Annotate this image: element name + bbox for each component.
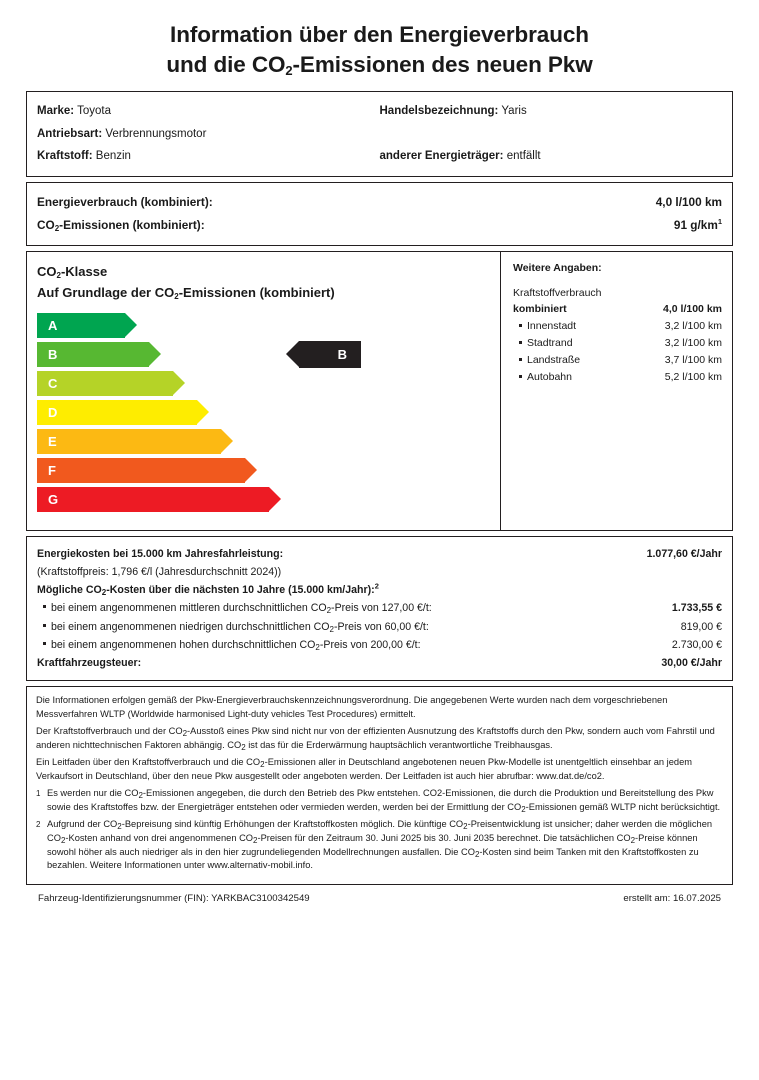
bullet-icon — [519, 375, 522, 378]
ident-row-fuel — [37, 145, 722, 167]
vehicle-identification-box — [26, 91, 733, 176]
co2-scenario-row-high — [37, 636, 722, 654]
model-field — [380, 100, 723, 122]
fuel-detail-row-suburban — [513, 335, 722, 352]
fuel-detail-row-motorway — [513, 369, 722, 386]
co2-scenario-row-low — [37, 618, 722, 636]
legal-paragraph-1: Die Informationen erfolgen gemäß der Pkw-Energieverbrauchskennzeichnungsverordnung. Die angegebenen Werte wurden nach dem vorgeschriebenen Messverfahren WLTP (Worldwide harmonised Light-duty vehicles Test Procedures) ermittelt. — [36, 695, 668, 720]
model-label: Handelsbezeichnung: — [379, 105, 499, 118]
model-value: Yaris — [501, 105, 527, 118]
class-bar-label-d: D — [48, 404, 58, 420]
legal-footnote-2-text: Aufgrund der $CO_2$-Bepreisung sind künftig Erhöhungen der Kraftstoffkosten möglich. Die künftige $CO_2$-Preisentwicklung ist unsicher; daher werden die möglichen $CO_2$-Kosten anhand von drei angenommenen $CO_2$-Preisen für den Zeitraum 30. Juni 2025 bis 30. Juni 2035 berechnet. Die tatsächlichen $CO_2$-Preise können sowohl höher als auch niedriger als in den hier zugrundeliegenden Modellrechnungen ausfallen. Die $CO_2$-Kosten sind beim Tanken mit den Kraftstoffkosten zu bezahlen. Weitere Informationen unter www.alternativ-mobil.info. — [47, 818, 713, 871]
fuel-detail-label-city: Innenstadt — [527, 319, 577, 332]
energy-cost-row — [37, 545, 722, 563]
vehicle-tax-row — [37, 654, 722, 672]
further-details-panel — [500, 252, 732, 530]
fuel-consumption-section-label: Kraftstoffverbrauch — [513, 286, 602, 299]
vehicle-tax-label: Kraftfahrzeugsteuer: — [37, 656, 142, 669]
document-footer — [26, 885, 733, 908]
selected-class-arrow — [299, 341, 361, 368]
possible-co2-costs-label: Mögliche $CO_2$-Kosten über die nächsten 10 Jahre (15.000 km/Jahr):$^2$ — [37, 581, 379, 598]
class-bar-row-g — [37, 487, 490, 512]
fuel-detail-value-city: 3,2 l/100 km — [664, 319, 722, 332]
energy-cost-label: Energiekosten bei 15.000 km Jahresfahrleistung: — [37, 547, 284, 560]
vin-field — [38, 893, 310, 904]
bullet-icon — [43, 624, 46, 627]
class-bar-row-e — [37, 429, 490, 454]
co2-scenario-row-medium — [37, 599, 722, 617]
costs-box — [26, 536, 733, 682]
energy-consumption-label: Energieverbrauch (kombiniert): — [37, 194, 213, 209]
class-bar-label-a: A — [48, 317, 58, 333]
drive-field — [37, 123, 380, 145]
co2-scenario-label-medium: bei einem angenommenen mittleren durchschnittlichen $CO_2$-Preis von 127,00 €/t: — [51, 602, 432, 616]
co2-scenario-value-high: 2.730,00 € — [671, 638, 722, 651]
co2-class-heading: $CO_2$-Klasse — [37, 263, 108, 280]
co2-scenario-value-low: 819,00 € — [680, 620, 722, 633]
legal-paragraph-2: Der Kraftstoffverbrauch und der $CO_2$-Ausstoß eines Pkw sind nicht nur von der effizienten Ausnutzung des Kraftstoffs durch den Pkw, sondern auch vom Fahrstil und anderen nichttechnischen Faktoren abhängig. $CO_2$ ist das für die Erderwärmung hauptsächlich verantwortliche Treibhausgas. — [36, 726, 715, 752]
fuel-combined-row — [513, 301, 722, 318]
class-bar-label-e: E — [48, 433, 57, 449]
co2-emissions-label: $CO_2$-Emissionen (kombiniert): — [37, 217, 205, 233]
further-details-title: Weitere Angaben: — [513, 261, 602, 274]
co2-scenario-label-high: bei einem angenommenen hohen durchschnittlichen $CO_2$-Preis von 200,00 €/t: — [51, 638, 421, 652]
fuel-detail-value-suburban: 3,2 l/100 km — [664, 336, 722, 349]
fuel-detail-label-motorway: Autobahn — [527, 370, 572, 383]
co2-emissions-value: 91 $g/km^1$ — [673, 216, 722, 232]
class-bar-f — [37, 458, 245, 483]
vin-value: YARKBAC3100342549 — [211, 893, 310, 905]
fuel-detail-row-rural — [513, 352, 722, 369]
legal-footnote-2 — [36, 818, 723, 874]
ident-row-brand — [37, 100, 722, 122]
bullet-icon — [519, 341, 522, 344]
consumption-box — [26, 182, 733, 246]
fuel-detail-label-suburban: Stadtrand — [527, 336, 573, 349]
fuel-label: Kraftstoff: — [37, 150, 93, 163]
energy-consumption-row — [37, 191, 722, 214]
class-bar-label-f: F — [48, 462, 56, 478]
class-bar-row-c — [37, 371, 490, 396]
co2-emissions-row — [37, 214, 722, 237]
class-bar-label-g: G — [48, 491, 59, 507]
bullet-icon — [519, 358, 522, 361]
possible-co2-costs-row — [37, 581, 722, 599]
created-field — [623, 893, 721, 904]
fuel-detail-value-motorway: 5,2 l/100 km — [664, 370, 722, 383]
created-label: erstellt am: — [623, 893, 671, 905]
class-bar-row-d — [37, 400, 490, 425]
legal-footnote-1-number: 1 — [36, 788, 41, 798]
bullet-icon — [43, 605, 46, 608]
bullet-icon — [519, 324, 522, 327]
legal-notes-box — [26, 686, 733, 885]
legal-footnote-1-text: Es werden nur die $CO_2$-Emissionen angegeben, die durch den Betrieb des Pkw entstehen. CO2-Emissionen, die durch die Produktion und Bereitstellung des Pkw sowie des Kraftstoffes bzw. der Energieträger entstehen oder vermieden werden, werden bei der Ermittlung der $CO_2$-Emissionen gemäß WLTP nicht berücksichtigt. — [47, 787, 721, 814]
drive-label: Antriebsart: — [37, 127, 103, 140]
other-energy-value: entfällt — [506, 150, 541, 163]
class-bar-e — [37, 429, 221, 454]
footnote-marker-1: 1 — [717, 216, 722, 226]
fuel-detail-label-rural: Landstraße — [527, 353, 581, 366]
class-bar-label-c: C — [48, 375, 58, 391]
fuel-combined-label: kombiniert — [513, 302, 567, 315]
fuel-detail-row-city — [513, 318, 722, 335]
fuel-detail-value-rural: 3,7 l/100 km — [664, 353, 722, 366]
selected-class-label: B — [337, 346, 347, 362]
created-value: 16.07.2025 — [672, 893, 721, 905]
class-bar-d — [37, 400, 197, 425]
vin-label: Fahrzeug-Identifizierungsnummer (FIN): — [38, 893, 209, 905]
page-title-line2: und die $CO_2$-Emissionen des neuen Pkw — [166, 51, 593, 78]
energy-cost-value: 1.077,60 €/Jahr — [646, 547, 722, 560]
co2-scenario-value-medium: 1.733,55 € — [671, 602, 722, 615]
energy-consumption-value: 4,0 l/100 km — [655, 194, 722, 209]
co2-class-scale-panel — [27, 252, 500, 530]
co2-class-bars — [37, 313, 490, 512]
fuel-field — [37, 145, 380, 167]
co2-subscript: 2 — [285, 62, 293, 78]
brand-value: Toyota — [77, 105, 111, 118]
footnote-marker-2: 2 — [374, 581, 379, 591]
co2-class-box — [26, 251, 733, 531]
brand-label: Marke: — [37, 105, 75, 118]
ident-row-drive — [37, 123, 722, 145]
class-bar-c — [37, 371, 173, 396]
selected-class-marker — [299, 341, 361, 368]
co2-scenario-label-low: bei einem angenommenen niedrigen durchschnittlichen $CO_2$-Preis von 60,00 €/t: — [51, 620, 429, 634]
fuel-combined-value: 4,0 l/100 km — [663, 302, 722, 315]
class-bar-row-f — [37, 458, 490, 483]
class-bar-a — [37, 313, 125, 338]
other-energy-label: anderer Energieträger: — [379, 150, 504, 163]
fuel-value: Benzin — [95, 150, 131, 163]
class-bar-row-b — [37, 342, 490, 367]
legal-footnote-2-number: 2 — [36, 819, 41, 829]
fuel-price-note: (Kraftstoffpreis: 1,796 €/l (Jahresdurchschnitt 2024)) — [37, 565, 282, 578]
other-energy-field — [380, 145, 723, 167]
drive-value: Verbrennungsmotor — [105, 127, 207, 140]
legal-footnote-1 — [36, 787, 723, 815]
class-bar-label-b: B — [48, 346, 58, 362]
co2-class-subheading: Auf Grundlage der $CO_2$-Emissionen (kombiniert) — [37, 285, 335, 302]
class-bar-g — [37, 487, 269, 512]
class-bar-row-a — [37, 313, 490, 338]
page-title — [26, 20, 733, 79]
brand-field — [37, 100, 380, 122]
legal-paragraph-3: Ein Leitfaden über den Kraftstoffverbrauch und die $CO_2$-Emissionen aller in Deutschland angebotenen neuen Pkw-Modelle ist unentgeltlich einsehbar an jedem Verkaufsort in Deutschland, über den neue Pkw ausgestellt oder angeboten werden. Der Leitfaden ist auch hier abrufbar: www.dat.de/co2. — [36, 756, 692, 781]
class-bar-b — [37, 342, 149, 367]
vehicle-tax-value: 30,00 €/Jahr — [661, 656, 722, 669]
fuel-price-note-row — [37, 563, 722, 581]
bullet-icon — [43, 642, 46, 645]
page-title-line1: Information über den Energieverbrauch — [170, 22, 589, 47]
